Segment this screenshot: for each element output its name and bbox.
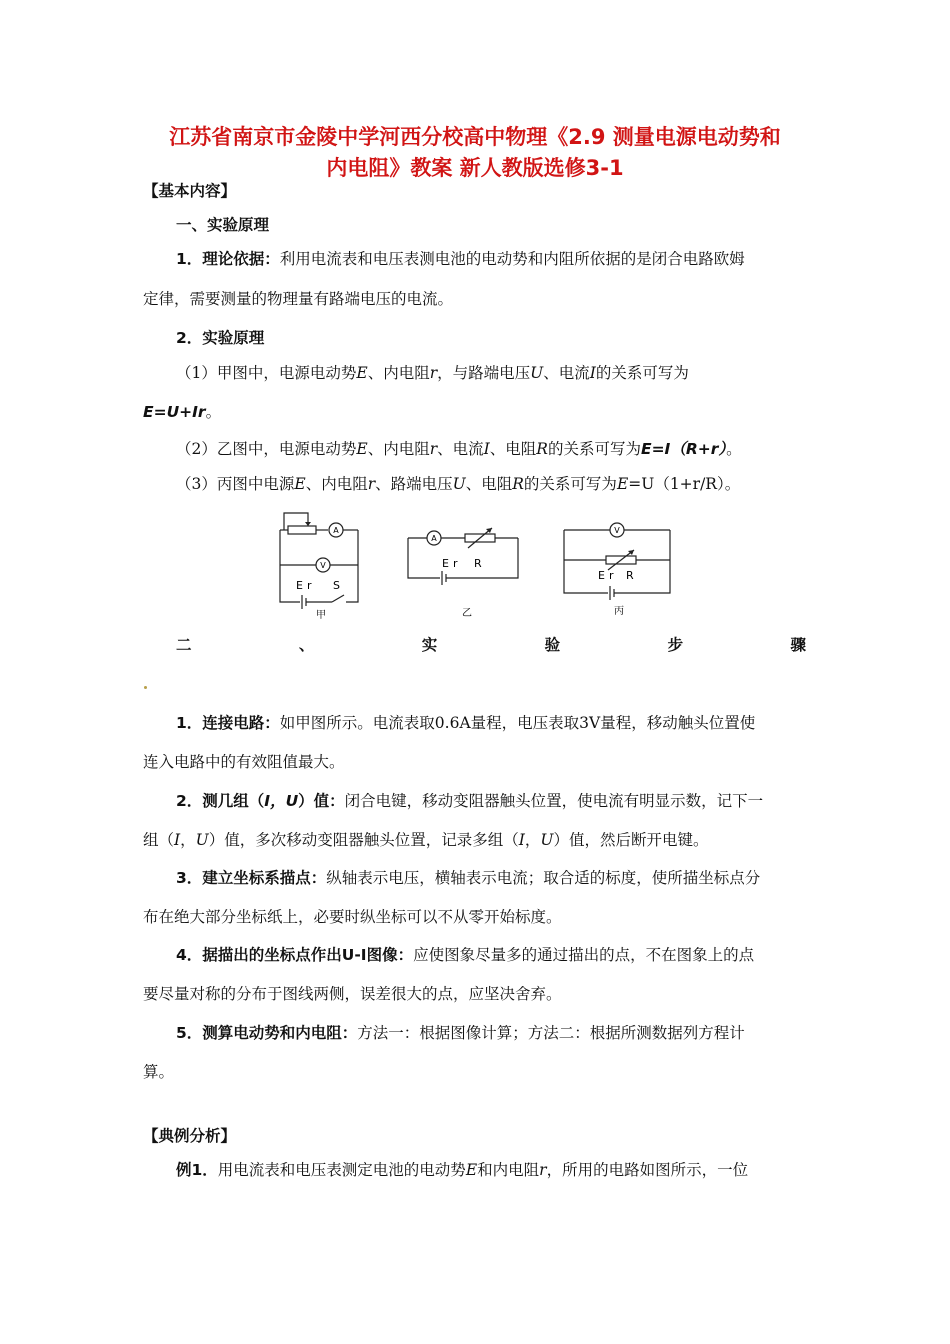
step-1-label: 1．连接电路： <box>176 714 280 732</box>
step-3-line-1: 3．建立坐标系描点：纵轴表示电压，横轴表示电流；取合适的标度，使所描坐标点分 <box>176 869 761 887</box>
document-title-line-2: 内电阻》教案 新人教版选修3-1 <box>326 156 624 180</box>
step-5-line-2: 算。 <box>143 1063 175 1081</box>
circuit-diagram-bing <box>558 518 683 618</box>
yi-caption: 乙 <box>462 608 472 619</box>
step-4-line-1: 4．据描出的坐标点作出U-I图像：应使图象尽量多的通过描出的点，不在图象上的点 <box>176 946 755 964</box>
item1-label: 1．理论依据： <box>176 250 280 268</box>
step-5-line-1: 5．测算电动势和内电阻：方法一：根据图像计算；方法二：根据所测数据列方程计 <box>176 1024 745 1042</box>
circuit-diagram-yi <box>400 518 525 618</box>
formula-ei-rr: E=I（R+r） <box>640 440 727 458</box>
principle-1: （1）甲图中，电源电动势E、内电阻r，与路端电压U、电流I的关系可写为 <box>176 364 689 382</box>
bing-source-label: Er <box>598 569 618 582</box>
item1-text-a: 利用电流表和电压表测电池的电动势和内阻所依据的是闭合电路欧姆 <box>279 250 745 268</box>
circuit-diagram-jia <box>270 505 380 620</box>
formula-eu-ir: E=U+Ir <box>143 403 206 421</box>
yi-ammeter-label: A <box>431 534 437 543</box>
jia-voltmeter-label: V <box>320 561 326 570</box>
yi-resistor-label: R <box>474 557 482 570</box>
item1-line-1 <box>176 248 745 270</box>
part2-heading: 二 、 实 验 步 骤 <box>176 636 806 654</box>
principle-3: （3）丙图中电源E、内电阻r、路端电压U、电阻R的关系可写为E=U（1+r/R）。 <box>176 475 741 493</box>
step-2-line-1: 2．测几组（I，U）值：闭合电键，移动变阻器触头位置，使电流有明显示数，记下一 <box>176 792 764 810</box>
section-basic-heading: 【基本内容】 <box>143 182 237 200</box>
principle-2: （2）乙图中，电源电动势E、内电阻r、电流I、电阻R的关系可写为E=I（R+r）。 <box>176 440 742 458</box>
speck-mark <box>144 686 147 689</box>
jia-ammeter-label: A <box>333 526 339 535</box>
section-example-heading: 【典例分析】 <box>143 1127 237 1145</box>
document-title-line-1: 江苏省南京市金陵中学河西分校高中物理《2.9 测量电源电动势和 <box>169 125 781 149</box>
step-1-line-2: 连入电路中的有效阻值最大。 <box>143 753 345 771</box>
item2-label: 2．实验原理 <box>176 329 265 347</box>
jia-source-label: Er <box>296 579 316 592</box>
step-4-line-2: 要尽量对称的分布于图线两侧，误差很大的点，应坚决舍弃。 <box>143 985 562 1003</box>
principle-1-formula: E=U+Ir。 <box>143 403 222 421</box>
item1-line-2: 定律，需要测量的物理量有路端电压的电流。 <box>143 290 454 308</box>
bing-voltmeter-label: V <box>614 526 620 535</box>
step-2-line-2: 组（I，U）值，多次移动变阻器触头位置，记录多组（I，U）值，然后断开电键。 <box>143 831 709 849</box>
jia-switch-label: S <box>333 579 340 592</box>
step-1-line-1: 1．连接电路：如甲图所示。电流表取0.6A量程，电压表取3V量程，移动触头位置使 <box>176 714 756 732</box>
yi-source-label: Er <box>442 557 462 570</box>
jia-caption: 甲 <box>316 610 326 621</box>
step-3-line-2: 布在绝大部分坐标纸上，必要时纵坐标可以不从零开始标度。 <box>143 908 562 926</box>
bing-resistor-label: R <box>626 569 634 582</box>
bing-caption: 丙 <box>614 606 624 617</box>
example-1-line-1: 例1．用电流表和电压表测定电池的电动势E和内电阻r，所用的电路如图所示，一位 <box>176 1161 749 1179</box>
part1-heading: 一、实验原理 <box>176 216 270 234</box>
